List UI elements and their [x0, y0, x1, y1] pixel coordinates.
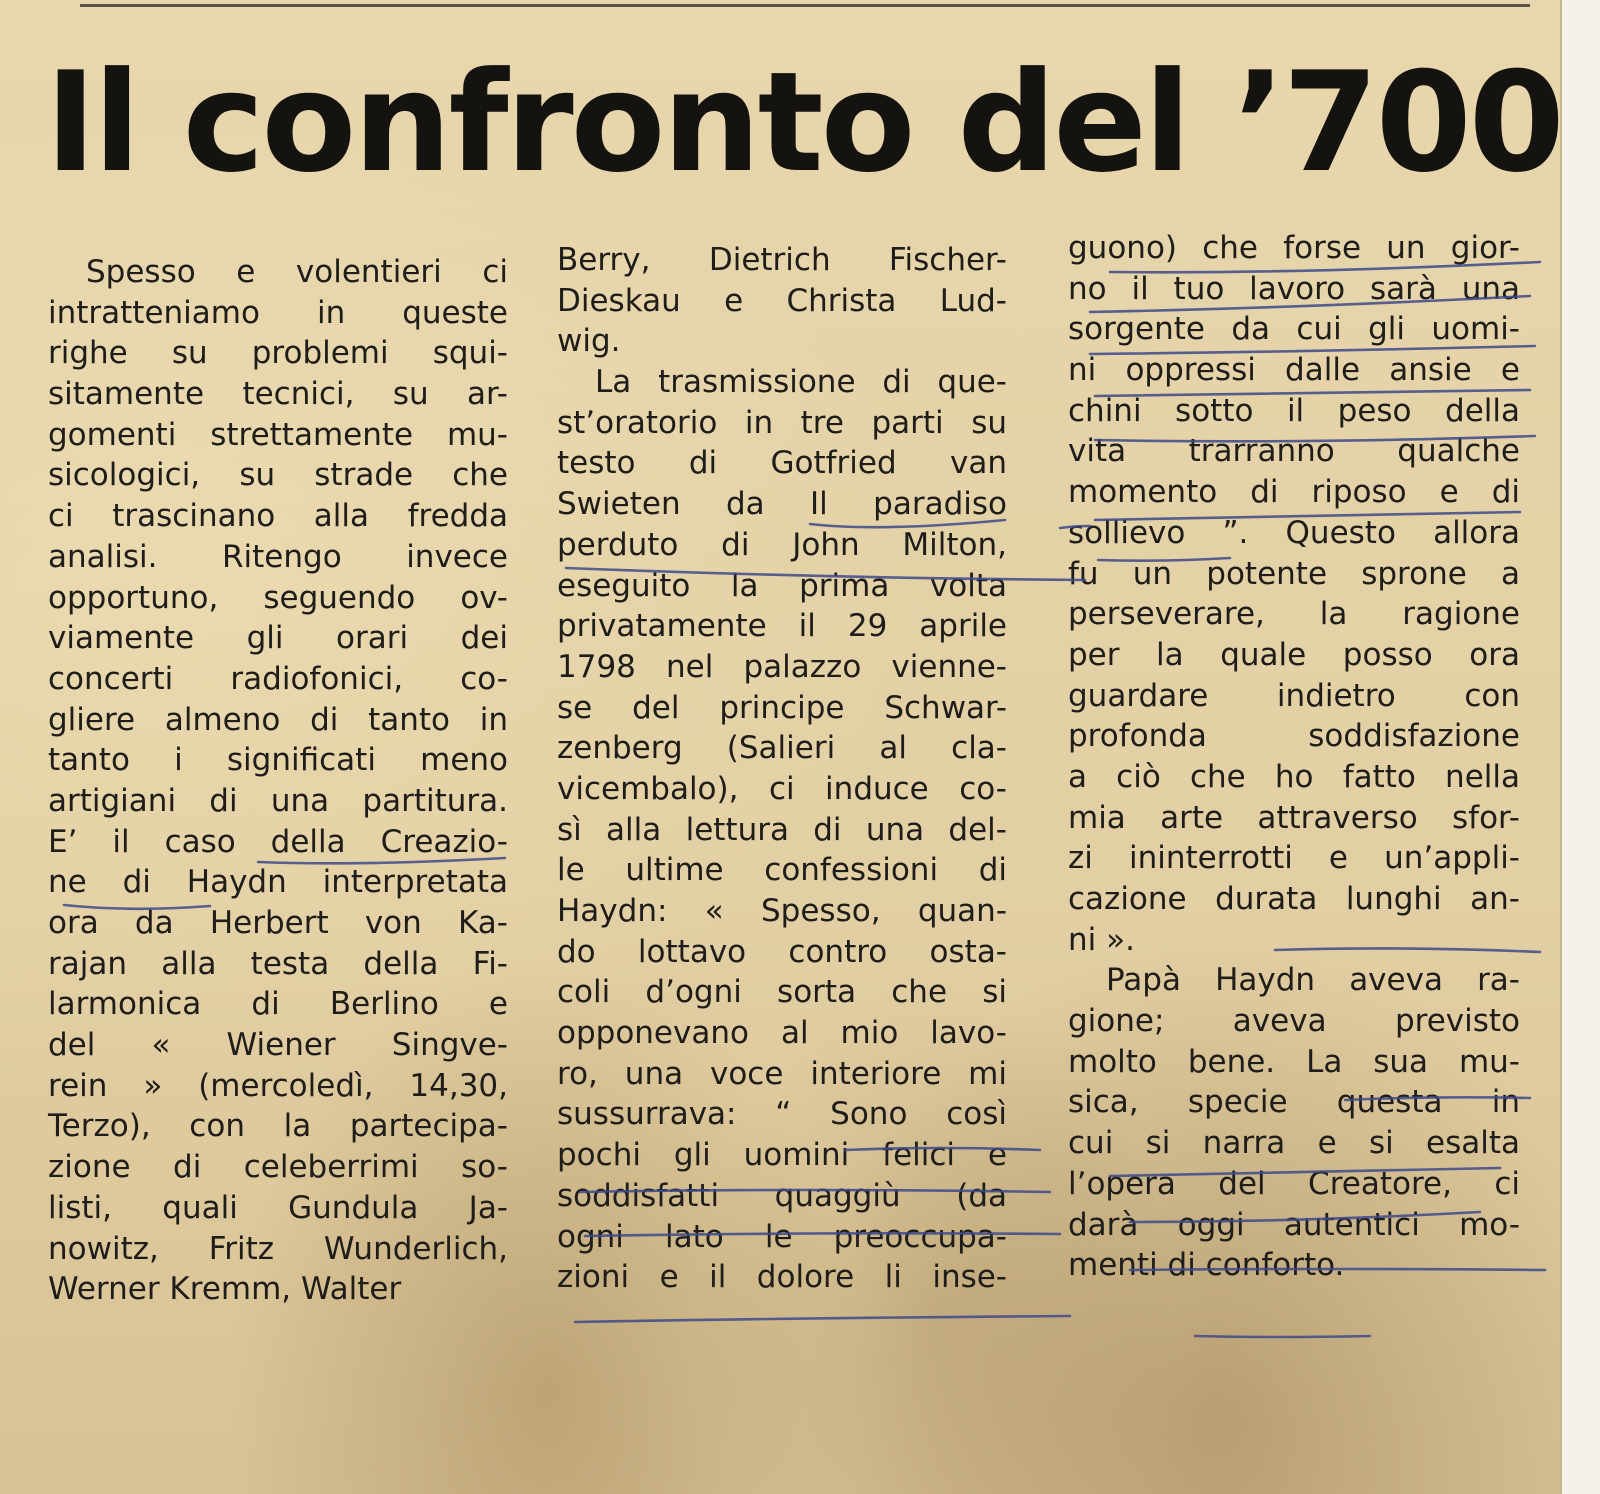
text-line: per la quale posso ora — [1068, 636, 1520, 673]
text-line: intratteniamo in queste — [48, 294, 508, 331]
pen-underline — [845, 1148, 1040, 1150]
text-line: Haydn: « Spesso, quan- — [557, 893, 1007, 929]
text-line: ogni lato le preoccupa- — [557, 1218, 1007, 1255]
text-line: ora da Herbert von Ka- — [48, 905, 508, 941]
text-line: opportuno, seguendo ov- — [48, 579, 508, 616]
text-line: tanto i significati meno — [48, 742, 508, 779]
text-line: La trasmissione di que- — [595, 364, 1007, 401]
text-line: Terzo), con la partecipa- — [48, 1108, 508, 1145]
text-line: rajan alla testa della Fi- — [48, 945, 508, 982]
text-line: zi ininterrotti e un’appli- — [1068, 840, 1520, 877]
text-line: guardare indietro con — [1068, 677, 1520, 714]
pen-underline — [1130, 1269, 1545, 1270]
text-line: ne di Haydn interpretata — [48, 864, 508, 901]
text-line: cazione durata lunghi an- — [1068, 881, 1520, 917]
text-line: concerti radiofonici, co- — [48, 660, 508, 697]
text-line: st’oratorio in tre parti su — [557, 404, 1007, 441]
pen-underline — [1090, 346, 1535, 354]
pen-underline — [810, 520, 1005, 527]
text-line: ni oppressi dalle ansie e — [1068, 352, 1520, 389]
text-line: chini sotto il peso della — [1068, 392, 1520, 429]
text-line: righe su problemi squi- — [48, 335, 508, 372]
text-line: zenberg (Salieri al cla- — [557, 730, 1007, 767]
text-line: vita trarranno qualche — [1068, 433, 1520, 470]
pen-underline — [566, 568, 1085, 580]
text-line: coli d’ogni sorta che si — [557, 974, 1007, 1011]
text-line: no il tuo lavoro sarà una — [1068, 270, 1520, 307]
headline: Il confronto del ’700 — [45, 42, 1562, 203]
text-line: testo di Gotfried van — [557, 445, 1007, 482]
text-line: Spesso e volentieri ci — [86, 254, 508, 290]
text-line: sollievo ”. Questo allora — [1068, 514, 1520, 551]
text-line: mia arte attraverso sfor- — [1068, 799, 1520, 836]
text-line: zioni e il dolore li inse- — [557, 1259, 1007, 1296]
text-line: 1798 nel palazzo vienne- — [557, 648, 1007, 685]
pen-underline — [1060, 526, 1090, 528]
pen-underline — [585, 1233, 1060, 1236]
text-line: Werner Kremm, Walter — [48, 1271, 402, 1308]
pen-underline — [1130, 1212, 1480, 1222]
text-line: del « Wiener Singve- — [48, 1027, 508, 1064]
text-line: listi, quali Gundula Ja- — [48, 1189, 508, 1226]
text-line: sì alla lettura di una del- — [557, 811, 1007, 848]
text-line: menti di conforto. — [1068, 1247, 1345, 1284]
text-line: gomenti strettamente mu- — [48, 416, 508, 453]
text-line: perduto di John Milton, — [557, 526, 1007, 563]
pen-underline — [1090, 296, 1530, 312]
text-line: l’opera del Creatore, ci — [1068, 1165, 1520, 1202]
text-line: Berry, Dietrich Fischer- — [557, 242, 1007, 278]
pen-underline — [1110, 262, 1540, 272]
text-line: soddisfatti quaggiù (da — [557, 1177, 1007, 1214]
text-line: ci trascinano alla fredda — [48, 498, 508, 535]
pen-underline — [1195, 1336, 1370, 1337]
pen-underline — [575, 1316, 1070, 1322]
text-line: zione di celeberrimi so- — [48, 1149, 508, 1186]
text-line: Dieskau e Christa Lud- — [557, 282, 1007, 319]
text-line: guono) che forse un gior- — [1068, 230, 1520, 266]
text-line: cui si narra e si esalta — [1068, 1125, 1520, 1162]
text-line: Papà Haydn aveva ra- — [1106, 962, 1520, 999]
pen-underline — [1275, 948, 1540, 952]
pen-underline — [1095, 512, 1520, 520]
text-line: a ciò che ho fatto nella — [1068, 758, 1520, 795]
text-line: wig. — [557, 323, 621, 360]
text-line: viamente gli orari dei — [48, 620, 508, 657]
text-line: sussurrava: “ Sono così — [557, 1096, 1007, 1133]
text-line: E’ il caso della Creazio- — [48, 823, 508, 860]
text-line: ni ». — [1068, 921, 1135, 958]
text-line: profonda soddisfazione — [1068, 718, 1520, 755]
text-line: analisi. Ritengo invece — [48, 538, 508, 575]
text-line: gione; aveva previsto — [1068, 1003, 1520, 1040]
text-line: Swieten da Il paradiso — [557, 486, 1007, 523]
text-line: momento di riposo e di — [1068, 474, 1520, 511]
text-line: privatamente il 29 aprile — [557, 608, 1007, 645]
text-line: sica, specie questa in — [1068, 1084, 1520, 1121]
text-line: darà oggi autentici mo- — [1068, 1206, 1520, 1243]
pen-underline — [1098, 558, 1230, 561]
text-line: larmonica di Berlino e — [48, 986, 508, 1023]
text-line: sorgente da cui gli uomi- — [1068, 311, 1520, 348]
pen-underline — [1095, 390, 1530, 396]
text-line: ro, una voce interiore mi — [557, 1055, 1007, 1092]
text-line: nowitz, Fritz Wunderlich, — [48, 1230, 508, 1267]
text-line: rein » (mercoledì, 14,30, — [48, 1067, 508, 1104]
text-line: sicologici, su strade che — [48, 457, 508, 494]
text-line: gliere almeno di tanto in — [48, 701, 508, 738]
pen-underline — [1110, 1168, 1500, 1176]
text-line: eseguito la prima volta — [557, 567, 1007, 604]
pen-underline — [258, 858, 505, 863]
text-line: fu un potente sprone a — [1068, 555, 1520, 592]
text-line: vicembalo), ci induce co- — [557, 770, 1007, 807]
text-line: sitamente tecnici, su ar- — [48, 376, 508, 413]
text-line: opponevano al mio lavo- — [557, 1015, 1007, 1052]
text-line: perseverare, la ragione — [1068, 596, 1520, 633]
pen-underline — [1345, 1097, 1530, 1100]
pen-underline — [1095, 436, 1535, 441]
pen-underline — [580, 1190, 1050, 1192]
text-line: pochi gli uomini felici e — [557, 1137, 1007, 1174]
text-line: le ultime confessioni di — [557, 852, 1007, 889]
text-line: se del principe Schwar- — [557, 689, 1007, 726]
pen-underline — [64, 905, 210, 909]
text-line: do lottavo contro osta- — [557, 933, 1007, 970]
text-line: artigiani di una partitura. — [48, 782, 508, 819]
text-line: molto bene. La sua mu- — [1068, 1043, 1520, 1080]
